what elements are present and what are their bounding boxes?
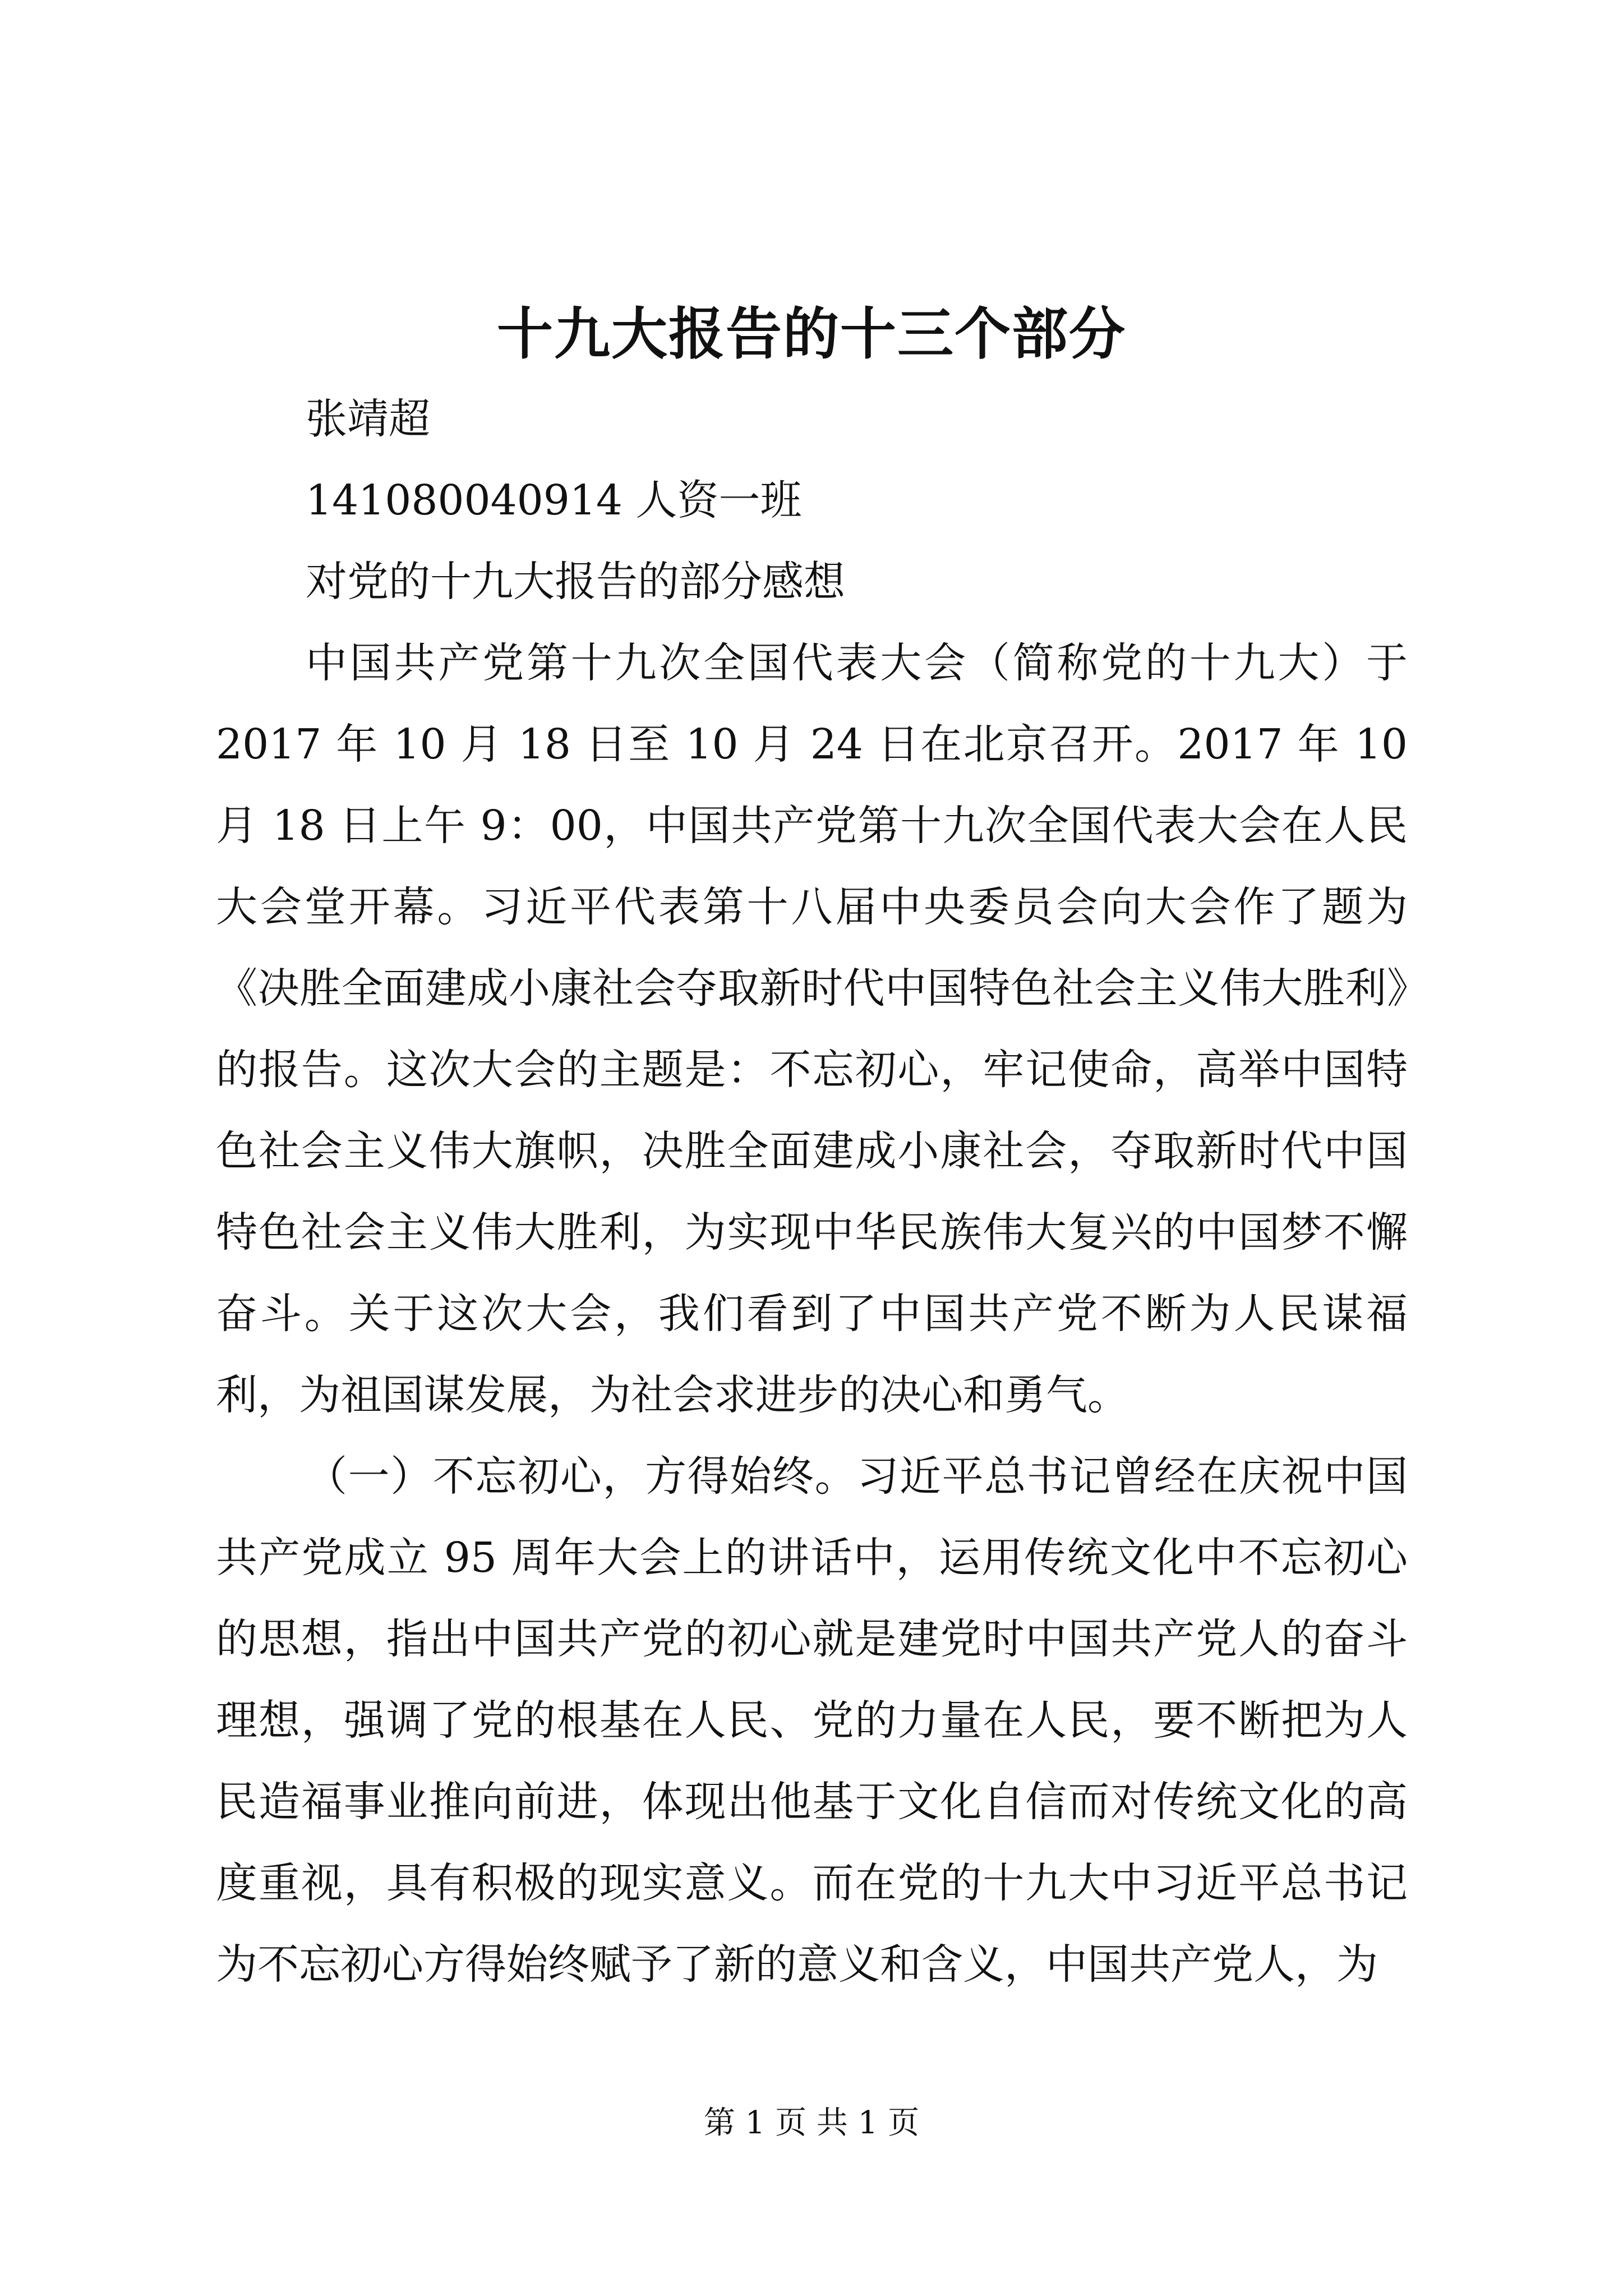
paragraph-section-one: （一）不忘初心，方得始终。习近平总书记曾经在庆祝中国共产党成立 95 周年大会上的讲话中，运用传统文化中不忘初心的思想，指出中国共产党的初心就是建党时中国共产党人的奋斗理想，强调了党的根基在人民、党的力量在人民，要不断把为人民造福事业推向前进，体现出他基于文化自信而对传统文化的高度重视，具有积极的现实意义。而在党的十九大中习近平总书记为不忘初心方得始终赋予了新的意义和含义，中国共产党人，为 bbox=[216, 1452, 1408, 1989]
page-footer: 第 1 页 共 1 页 bbox=[703, 2105, 920, 2141]
document-body bbox=[216, 379, 1408, 2005]
document-subtitle: 对党的十九大报告的部分感想 bbox=[306, 558, 845, 606]
document-title: 十九大报告的十三个部分 bbox=[497, 301, 1126, 367]
author-name: 张靖超 bbox=[306, 395, 430, 443]
student-id-class: 141080040914 人资一班 bbox=[306, 476, 802, 524]
paragraph-intro: 中国共产党第十九次全国代表大会（简称党的十九大）于 2017 年 10 月 18 日至 10 月 24 日在北京召开。2017 年 10 月 18 日上午 9：00，中国共产党第十九次全国代表大会在人民大会堂开幕。习近平代表第十八届中央委员会向大会作了题为《决胜全面建成小康社会夺取新时代中国特色社会主义伟大胜利》的报告。这次大会的主题是：不忘初心，牢记使命，高举中国特色社会主义伟大旗帜，决胜全面建成小康社会，夺取新时代中国特色社会主义伟大胜利，为实现中华民族伟大复兴的中国梦不懈奋斗。关于这次大会，我们看到了中国共产党不断为人民谋福利，为祖国谋发展，为社会求进步的决心和勇气。 bbox=[216, 639, 1408, 1419]
